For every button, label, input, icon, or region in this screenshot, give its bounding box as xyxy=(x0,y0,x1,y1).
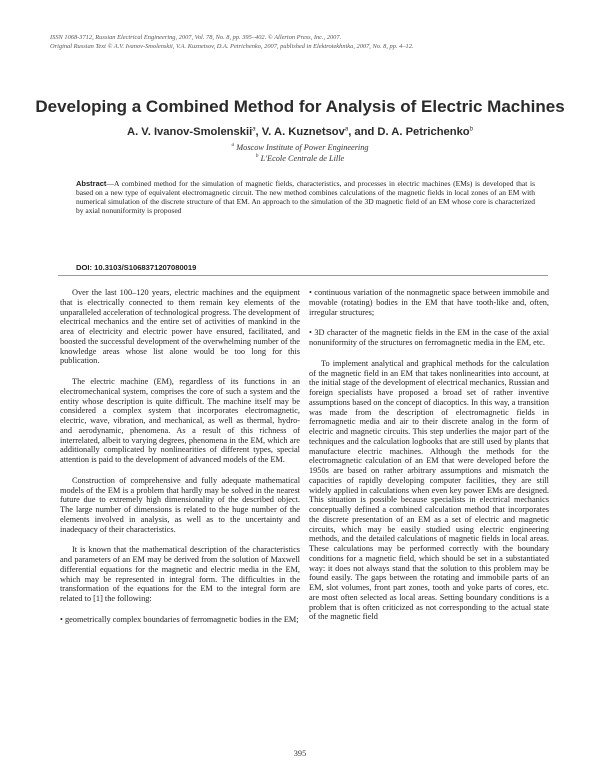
author-list xyxy=(0,126,600,138)
abstract-text: —A combined method for the simulation of magnetic fields, characteristics, and processes in electric machines (EMs) is developed that is based on a new type of equivalent electromagnetic circuit. The new method combines calculations of the magnetic fields in local zones of an EM with numerical simulation of the discrete structure of that EM. An approach to the simulation of the 3D magnetic field of an EM whose core is characterized by axial nonuniformity is proposed xyxy=(76,179,535,215)
abstract-label: Abstract xyxy=(76,179,107,188)
author-name: A. V. Ivanov-Smolenskii xyxy=(127,126,253,138)
body-paragraph: Construction of comprehensive and fully adequate mathematical models of the EM is a problem that hardly may be solved in the nearest future due to extremely high dimensionality of the described object. The large number of dimensions is related to the huge number of the elements involved in analysis, as well as to the uncertainty and inadequacy of their characteristics. xyxy=(60,475,300,534)
right-column xyxy=(309,288,549,622)
affiliation-text: L'Ecole Centrale de Lille xyxy=(260,153,345,163)
bullet-item: • geometrically complex boundaries of ferromagnetic bodies in the EM; xyxy=(60,614,299,624)
abstract xyxy=(76,180,535,216)
affiliation-line xyxy=(0,142,600,152)
bullet-item: • continuous variation of the nonmagnetic space between immobile and movable (rotating) bodies in the EM that have tooth-like and, often, irregular structures; xyxy=(309,288,549,317)
journal-header xyxy=(50,34,570,51)
paper-title: Developing a Combined Method for Analysis of Electric Machines xyxy=(35,97,565,116)
journal-header-line-1: ISSN 1068-3712, Russian Electrical Engineering, 2007, Vol. 78, No. 8, pp. 395–402. © Allerton Press, Inc., 2007. xyxy=(50,34,342,41)
author-affiliation-mark: b xyxy=(469,126,473,133)
body-paragraph: Over the last 100–120 years, electric machines and the equipment that is electrically connected to them remain key elements of the unparalleled acceleration of technological progress. The development of electrical mechanics and the entire set of activities of mankind in the area of electricity and electric power have ensured, facilitated, and boosted the successful development of the overwhelming number of the knowledge areas whose list alone would be too long for this publication. xyxy=(60,288,300,366)
author-separator: , xyxy=(255,126,262,138)
bullet-item: • 3D character of the magnetic fields in the EM in the case of the axial nonuniformity of the structures on ferromagnetic media in the EM, etc. xyxy=(309,328,549,347)
author-affiliation-mark: a xyxy=(252,126,256,133)
affiliation-text: Moscow Institute of Power Engineering xyxy=(236,142,369,152)
body-paragraph: To implement analytical and graphical methods for the calculation of the magnetic field in an EM that takes nonlinearities into account, at the initial stage of the development of electrical mechanics, Russian and foreign specialists have proposed a broad set of rather inventive assumptions based on the concept of diacoptics. In this way, a transition was made from the description of electromagnetic fields in ferromagnetic media and air to their discrete analog in the form of electric and magnetic circuits. This step underlies the major part of the techniques and the calculation logbooks that are still used by plants that manufacture electric machines. Although the methods for the electromagnetic calculation of an EM that were developed before the 1950s are based on rather arbitrary assumptions and mismatch the capacities of rapidly developing computer facilities, they are still widely applied in calculations when even key power EMs are designed. This situation is possible because specialists in electrical mechanics conceptually defined a combined calculation method that incorporates the discrete presentation of an EM as a set of electric and magnetic circuits, which may be easily studied using electric engineering methods, and the detailed calculations of magnetic fields in local areas. These calculations may be performed correctly with the boundary conditions for a magnetic field, which should be set in a substantiated way: it does not always stand that the solution to this problem may be found easily. The gaps between the rotating and immobile parts of an EM, slot volumes, front part zones, tooth and yoke parts of cores, etc. are most often selected as local areas. Setting boundary conditions is a problem that is often criticized as not corresponding to the actual state of the magnetic field xyxy=(309,358,549,622)
affiliation-mark: a xyxy=(231,142,235,148)
author-affiliation-mark: a xyxy=(344,126,349,133)
body-paragraph: It is known that the mathematical description of the characteristics and parameters of an EM may be derived from the solution of Maxwell differential equations for the magnetic and electric media in the EM, which may be represented in integral form. The difficulties in the transformation of the equations for the EM to the integral form are related to [1] the following: xyxy=(60,545,300,603)
doi: DOI: 10.3103/S1068371207080019 xyxy=(76,263,197,272)
left-column xyxy=(60,288,300,625)
journal-header-line-2: Original Russian Text © A.V. Ivanov-Smolenskii, V.A. Kuznetsov, D.A. Petrichenko, 2007, published in Elektrotekhnika, 2007, No. 8, pp. 4–12. xyxy=(50,42,414,50)
affiliation-mark: b xyxy=(255,153,259,159)
author-separator: , and xyxy=(348,126,378,138)
body-paragraph: The electric machine (EM), regardless of its functions in an electromechanical system, comprises the core of such a system and the entity whose description is quite difficult. The machine itself may be considered a complex system that incorporates electromagnetic, electric, wave, vibration, and mechanical, as well as thermal, hydro- and aerodynamic, phenomena. As a result of this richness of interrelated, albeit to varying degrees, phenomena in the EM, which are additionally complicated by nonlinearities of different types, special attention is paid to the development of advanced models of the EM. xyxy=(60,377,300,464)
author-name: D. A. Petrichenko xyxy=(377,126,470,138)
page-number: 395 xyxy=(293,749,307,758)
affiliation-line xyxy=(0,153,600,163)
author-name: V. A. Kuznetsov xyxy=(261,126,345,138)
section-divider xyxy=(58,275,548,276)
